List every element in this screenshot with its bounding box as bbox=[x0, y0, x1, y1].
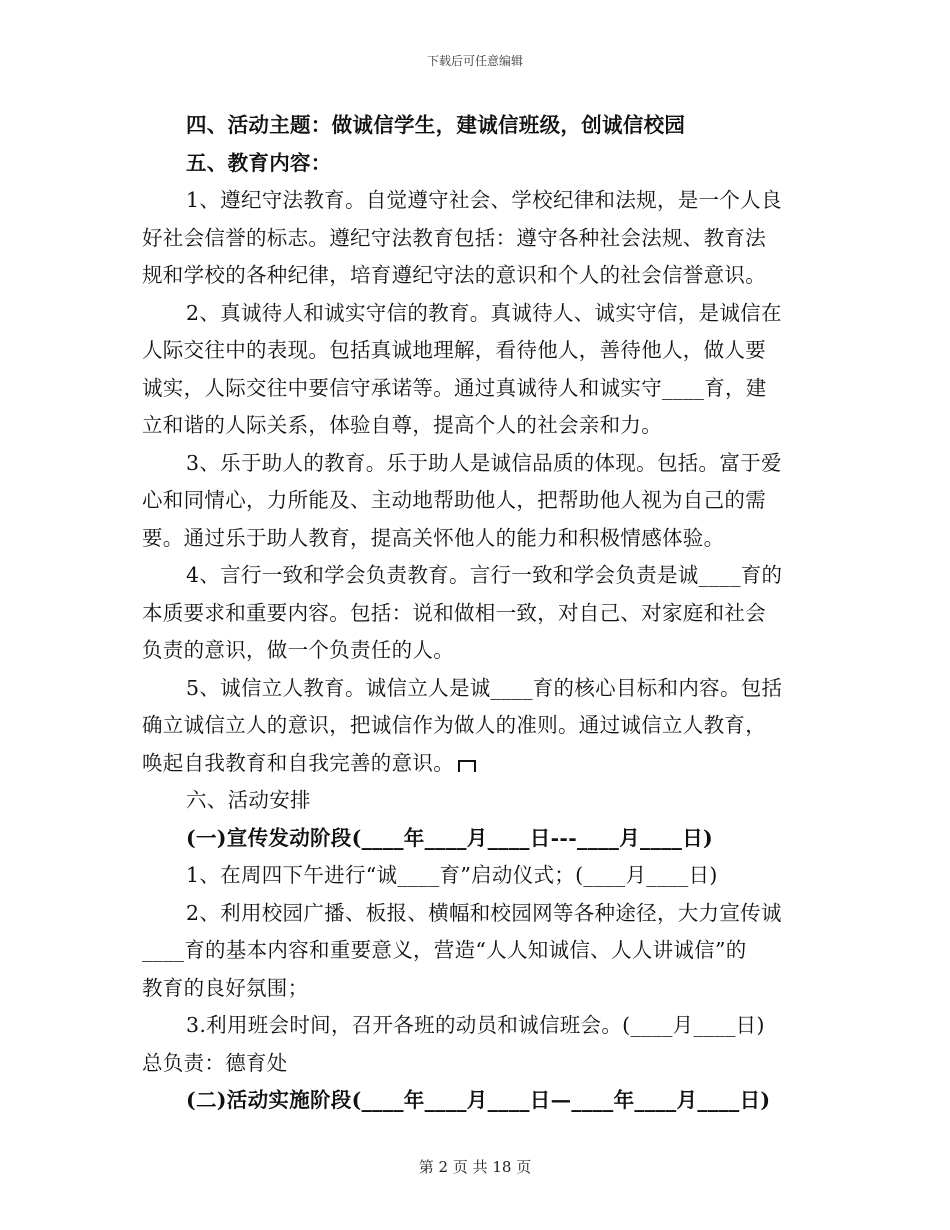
page-header: 下载后可任意编辑 bbox=[426, 54, 523, 68]
line-text: 负责的意识，做一个负责任的人。 bbox=[142, 638, 454, 662]
paragraph-first-line bbox=[142, 557, 810, 595]
paragraph-line bbox=[142, 932, 810, 970]
page-number: 第 2 页 共 18 页 bbox=[418, 1158, 532, 1176]
line-text: 人际交往中的表现。包括真诚地理解，看待他人，善待他人，做人要 bbox=[142, 338, 766, 362]
paragraph-line bbox=[142, 632, 810, 670]
paragraph-first-line bbox=[142, 782, 810, 820]
line-text: (一)宣传发动阶段(____年____月____日---____月____日) bbox=[186, 825, 714, 850]
paragraph-first-line bbox=[142, 182, 810, 220]
edit-mark-icon bbox=[458, 760, 476, 772]
line-text: 规和学校的各种纪律，培育遵纪守法的意识和个人的社会信誉意识。 bbox=[142, 263, 766, 287]
paragraph-first-line bbox=[142, 445, 810, 483]
line-text: 本质要求和重要内容。包括：说和做相一致，对自己、对家庭和社会 bbox=[142, 600, 766, 625]
document-body bbox=[142, 107, 810, 1120]
line-text: 诚实，人际交往中要信守承诺等。通过真诚待人和诚实守____育，建 bbox=[142, 375, 767, 400]
line-text: 3.利用班会时间，召开各班的动员和诚信班会。(____月____日) bbox=[186, 1013, 765, 1037]
line-text: 要。通过乐于助人教育，提高关怀他人的能力和积极情感体验。 bbox=[142, 525, 725, 550]
paragraph-line bbox=[142, 745, 810, 783]
paragraph-line bbox=[142, 595, 810, 633]
paragraph-first-line bbox=[142, 145, 810, 183]
paragraph-first-line bbox=[142, 107, 810, 145]
line-text: 3、乐于助人的教育。乐于助人是诚信品质的体现。包括。富于爱 bbox=[186, 450, 782, 475]
paragraph-first-line bbox=[142, 295, 810, 333]
line-text: 好社会信誉的标志。遵纪守法教育包括：遵守各种社会法规、教育法 bbox=[142, 225, 766, 250]
line-text: 4、言行一致和学会负责教育。言行一致和学会负责是诚____育的 bbox=[186, 563, 783, 587]
line-text: 2、真诚待人和诚实守信的教育。真诚待人、诚实守信，是诚信在 bbox=[186, 300, 782, 325]
paragraph-first-line bbox=[142, 857, 810, 895]
paragraph-line bbox=[142, 970, 810, 1008]
line-text: 六、活动安排 bbox=[186, 788, 311, 812]
line-text: 总负责：德育处 bbox=[142, 1050, 288, 1075]
paragraph-line bbox=[142, 520, 810, 558]
line-text: 教育的良好氛围； bbox=[142, 975, 309, 1000]
line-text: 心和同情心，力所能及、主动地帮助他人，把帮助他人视为自己的需 bbox=[142, 488, 766, 512]
line-text: 立和谐的人际关系，体验自尊，提高个人的社会亲和力。 bbox=[142, 413, 662, 437]
paragraph-first-line bbox=[142, 670, 810, 708]
paragraph-line bbox=[142, 257, 810, 295]
paragraph-first-line bbox=[142, 1007, 810, 1045]
line-text: 5、诚信立人教育。诚信立人是诚____育的核心目标和内容。包括 bbox=[186, 675, 783, 700]
paragraph-line bbox=[142, 1045, 810, 1083]
line-text: 1、遵纪守法教育。自觉遵守社会、学校纪律和法规，是一个人良 bbox=[186, 188, 782, 212]
line-text: 五、教育内容： bbox=[186, 150, 332, 175]
paragraph-first-line bbox=[142, 1082, 810, 1120]
paragraph-line bbox=[142, 482, 810, 520]
paragraph-line bbox=[142, 332, 810, 370]
paragraph-first-line bbox=[142, 895, 810, 933]
paragraph-first-line bbox=[142, 820, 810, 858]
line-text: 四、活动主题：做诚信学生，建诚信班级，创诚信校园 bbox=[186, 113, 686, 137]
paragraph-line bbox=[142, 707, 810, 745]
line-text: 唤起自我教育和自我完善的意识。 bbox=[142, 750, 454, 775]
line-text: ____育的基本内容和重要意义，营造“人人知诚信、人人讲诚信”的 bbox=[142, 938, 747, 962]
line-text: 2、利用校园广播、板报、横幅和校园网等各种途径，大力宣传诚 bbox=[186, 900, 782, 925]
line-text: 确立诚信立人的意识，把诚信作为做人的准则。通过诚信立人教育， bbox=[142, 713, 766, 737]
paragraph-line bbox=[142, 407, 810, 445]
line-text: (二)活动实施阶段(____年____月____日—____年____月____日) bbox=[186, 1088, 771, 1112]
paragraph-line bbox=[142, 370, 810, 408]
line-text: 1、在周四下午进行“诚____育”启动仪式；(____月____日) bbox=[186, 863, 718, 887]
paragraph-line bbox=[142, 220, 810, 258]
